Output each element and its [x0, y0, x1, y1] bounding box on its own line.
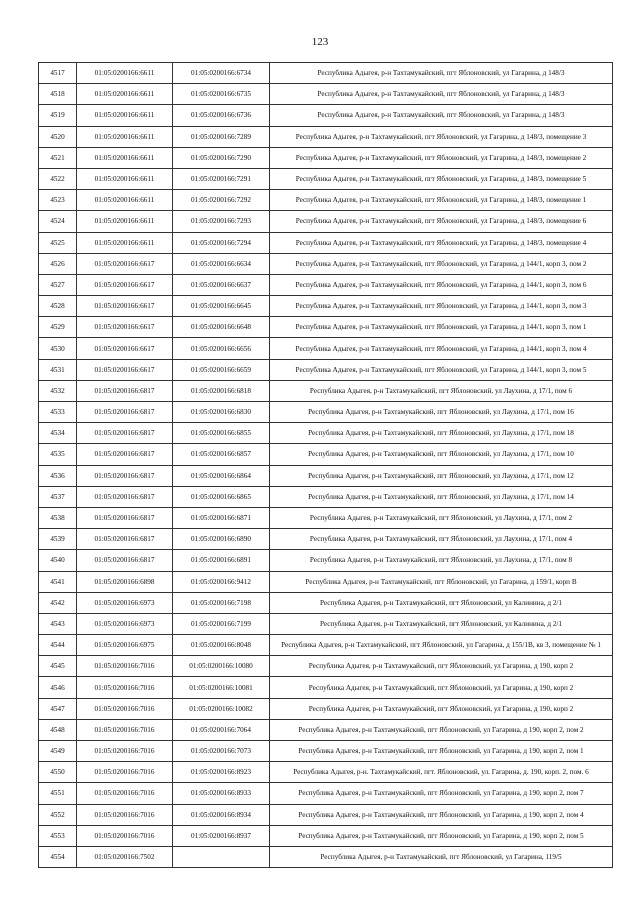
table-row: [39, 105, 613, 126]
address-cell: Республика Адыгея, р-н Тахтамукайский, пгт Яблоновский, ул Калинина, д 2/1: [270, 613, 613, 634]
row-number-cell: 4550: [39, 762, 77, 783]
parent-cadastral-cell: 01:05:0200166:7016: [77, 804, 173, 825]
parent-cadastral-cell: 01:05:0200166:6617: [77, 253, 173, 274]
table-row: [39, 63, 613, 84]
cadastral-number-cell: 01:05:0200166:7291: [173, 168, 270, 189]
table-row: [39, 465, 613, 486]
row-number-cell: 4552: [39, 804, 77, 825]
row-number-cell: 4532: [39, 380, 77, 401]
table-row: [39, 846, 613, 867]
address-cell: Республика Адыгея, р-н. Тахтамукайский, пгт. Яблоновский, ул. Гагарина, д. 190, корп. 2, пом. 6: [270, 762, 613, 783]
cadastral-number-cell: 01:05:0200166:7073: [173, 741, 270, 762]
address-cell: Республика Адыгея, р-н Тахтамукайский, пгт Яблоновский, ул Лаухина, д 17/1, пом 10: [270, 444, 613, 465]
table-row: [39, 338, 613, 359]
row-number-cell: 4526: [39, 253, 77, 274]
address-cell: Республика Адыгея, р-н Тахтамукайский, пгт Яблоновский, ул Гагарина, д 148/3, помещение 5: [270, 168, 613, 189]
parent-cadastral-cell: 01:05:0200166:7016: [77, 825, 173, 846]
row-number-cell: 4534: [39, 423, 77, 444]
parent-cadastral-cell: 01:05:0200166:7016: [77, 762, 173, 783]
table-row: [39, 232, 613, 253]
cadastral-number-cell: 01:05:0200166:6864: [173, 465, 270, 486]
row-number-cell: 4537: [39, 486, 77, 507]
address-cell: Республика Адыгея, р-н Тахтамукайский, пгт Яблоновский, ул Гагарина, д 190, корп 2, пом 2: [270, 719, 613, 740]
parent-cadastral-cell: 01:05:0200166:6817: [77, 486, 173, 507]
address-cell: Республика Адыгея, р-н Тахтамукайский, пгт Яблоновский, ул Гагарина, д 148/3, помещение 6: [270, 211, 613, 232]
cadastral-number-cell: 01:05:0200166:8933: [173, 783, 270, 804]
address-cell: Республика Адыгея, р-н Тахтамукайский, пгт Яблоновский, ул Гагарина, д 190, корп 2, пом 4: [270, 804, 613, 825]
cadastral-number-cell: 01:05:0200166:6637: [173, 274, 270, 295]
address-cell: Республика Адыгея, р-н Тахтамукайский, пгт Яблоновский, ул Гагарина, д 155/1В, кв 3, помещение № 1: [270, 635, 613, 656]
cadastral-number-cell: 01:05:0200166:6890: [173, 529, 270, 550]
parent-cadastral-cell: 01:05:0200166:6617: [77, 359, 173, 380]
cadastral-number-cell: 01:05:0200166:7294: [173, 232, 270, 253]
parent-cadastral-cell: 01:05:0200166:7016: [77, 741, 173, 762]
address-cell: Республика Адыгея, р-н Тахтамукайский, пгт Яблоновский, ул Лаухина, д 17/1, пом 18: [270, 423, 613, 444]
row-number-cell: 4542: [39, 592, 77, 613]
parent-cadastral-cell: 01:05:0200166:6975: [77, 635, 173, 656]
table-row: [39, 147, 613, 168]
address-cell: Республика Адыгея, р-н Тахтамукайский, пгт Яблоновский, ул Гагарина, д 148/3, помещение 2: [270, 147, 613, 168]
address-cell: Республика Адыгея, р-н Тахтамукайский, пгт Яблоновский, ул Гагарина, д 144/1, корп 3, пом 1: [270, 317, 613, 338]
cadastral-number-cell: 01:05:0200166:7290: [173, 147, 270, 168]
table-row: [39, 719, 613, 740]
row-number-cell: 4530: [39, 338, 77, 359]
address-cell: Республика Адыгея, р-н Тахтамукайский, пгт Яблоновский, ул Гагарина, д 148/3, помещение 1: [270, 190, 613, 211]
address-cell: Республика Адыгея, р-н Тахтамукайский, пгт Яблоновский, ул Гагарина, д 190, корп 2, пом 5: [270, 825, 613, 846]
row-number-cell: 4535: [39, 444, 77, 465]
address-cell: Республика Адыгея, р-н Тахтамукайский, пгт Яблоновский, ул Гагарина, д 144/1, корп 3, пом 6: [270, 274, 613, 295]
table-row: [39, 296, 613, 317]
parent-cadastral-cell: 01:05:0200166:6611: [77, 84, 173, 105]
parent-cadastral-cell: 01:05:0200166:6611: [77, 190, 173, 211]
row-number-cell: 4544: [39, 635, 77, 656]
cadastral-table: [38, 62, 613, 868]
table-row: [39, 656, 613, 677]
address-cell: Республика Адыгея, р-н Тахтамукайский, пгт Яблоновский, ул Лаухина, д 17/1, пом 12: [270, 465, 613, 486]
address-cell: Республика Адыгея, р-н Тахтамукайский, пгт Яблоновский, ул Гагарина, д 190, корп 2: [270, 656, 613, 677]
address-cell: Республика Адыгея, р-н Тахтамукайский, пгт Яблоновский, ул Лаухина, д 17/1, пом 4: [270, 529, 613, 550]
table-row: [39, 825, 613, 846]
cadastral-number-cell: 01:05:0200166:7199: [173, 613, 270, 634]
parent-cadastral-cell: 01:05:0200166:6817: [77, 465, 173, 486]
cadastral-number-cell: 01:05:0200166:10081: [173, 677, 270, 698]
parent-cadastral-cell: 01:05:0200166:6817: [77, 423, 173, 444]
row-number-cell: 4520: [39, 126, 77, 147]
parent-cadastral-cell: 01:05:0200166:6817: [77, 550, 173, 571]
row-number-cell: 4541: [39, 571, 77, 592]
parent-cadastral-cell: 01:05:0200166:6617: [77, 317, 173, 338]
row-number-cell: 4521: [39, 147, 77, 168]
cadastral-number-cell: 01:05:0200166:7293: [173, 211, 270, 232]
parent-cadastral-cell: 01:05:0200166:7502: [77, 846, 173, 867]
parent-cadastral-cell: 01:05:0200166:6898: [77, 571, 173, 592]
cadastral-number-cell: 01:05:0200166:6645: [173, 296, 270, 317]
cadastral-number-cell: 01:05:0200166:8923: [173, 762, 270, 783]
table-row: [39, 804, 613, 825]
parent-cadastral-cell: 01:05:0200166:6817: [77, 507, 173, 528]
table-row: [39, 613, 613, 634]
row-number-cell: 4528: [39, 296, 77, 317]
row-number-cell: 4529: [39, 317, 77, 338]
address-cell: Республика Адыгея, р-н Тахтамукайский, пгт Яблоновский, ул Гагарина, д 190, корп 2, пом 1: [270, 741, 613, 762]
row-number-cell: 4523: [39, 190, 77, 211]
table-row: [39, 126, 613, 147]
row-number-cell: 4538: [39, 507, 77, 528]
row-number-cell: 4522: [39, 168, 77, 189]
cadastral-number-cell: 01:05:0200166:6891: [173, 550, 270, 571]
address-cell: Республика Адыгея, р-н Тахтамукайский, пгт Яблоновский, ул Калинина, д 2/1: [270, 592, 613, 613]
row-number-cell: 4551: [39, 783, 77, 804]
address-cell: Республика Адыгея, р-н Тахтамукайский, пгт Яблоновский, ул Гагарина, д 190, корп 2, пом 7: [270, 783, 613, 804]
table-row: [39, 762, 613, 783]
cadastral-number-cell: 01:05:0200166:6830: [173, 402, 270, 423]
row-number-cell: 4527: [39, 274, 77, 295]
parent-cadastral-cell: 01:05:0200166:6617: [77, 338, 173, 359]
address-cell: Республика Адыгея, р-н Тахтамукайский, пгт Яблоновский, ул Гагарина, д 144/1, корп 3, пом 4: [270, 338, 613, 359]
table-row: [39, 423, 613, 444]
parent-cadastral-cell: 01:05:0200166:6611: [77, 168, 173, 189]
address-cell: Республика Адыгея, р-н Тахтамукайский, пгт Яблоновский, ул Гагарина, д 148/3, помещение 3: [270, 126, 613, 147]
cadastral-number-cell: 01:05:0200166:7064: [173, 719, 270, 740]
parent-cadastral-cell: 01:05:0200166:6817: [77, 380, 173, 401]
parent-cadastral-cell: 01:05:0200166:6617: [77, 274, 173, 295]
parent-cadastral-cell: 01:05:0200166:6611: [77, 211, 173, 232]
table-row: [39, 550, 613, 571]
table-row: [39, 84, 613, 105]
cadastral-number-cell: 01:05:0200166:7198: [173, 592, 270, 613]
row-number-cell: 4540: [39, 550, 77, 571]
row-number-cell: 4536: [39, 465, 77, 486]
table-row: [39, 698, 613, 719]
table-row: [39, 592, 613, 613]
table-row: [39, 168, 613, 189]
parent-cadastral-cell: 01:05:0200166:7016: [77, 698, 173, 719]
table-row: [39, 402, 613, 423]
table-row: [39, 253, 613, 274]
address-cell: Республика Адыгея, р-н Тахтамукайский, пгт Яблоновский, ул Гагарина, 119/5: [270, 846, 613, 867]
parent-cadastral-cell: 01:05:0200166:7016: [77, 677, 173, 698]
row-number-cell: 4524: [39, 211, 77, 232]
address-cell: Республика Адыгея, р-н Тахтамукайский, пгт Яблоновский, ул Лаухина, д 17/1, пом 2: [270, 507, 613, 528]
cadastral-number-cell: 01:05:0200166:6865: [173, 486, 270, 507]
address-cell: Республика Адыгея, р-н Тахтамукайский, пгт Яблоновский, ул Гагарина, д 159/1, корп В: [270, 571, 613, 592]
cadastral-number-cell: 01:05:0200166:6659: [173, 359, 270, 380]
cadastral-number-cell: 01:05:0200166:10082: [173, 698, 270, 719]
row-number-cell: 4531: [39, 359, 77, 380]
parent-cadastral-cell: 01:05:0200166:6817: [77, 444, 173, 465]
cadastral-number-cell: 01:05:0200166:8937: [173, 825, 270, 846]
parent-cadastral-cell: 01:05:0200166:6817: [77, 402, 173, 423]
address-cell: Республика Адыгея, р-н Тахтамукайский, пгт Яблоновский, ул Гагарина, д 148/3: [270, 63, 613, 84]
row-number-cell: 4545: [39, 656, 77, 677]
row-number-cell: 4539: [39, 529, 77, 550]
table-row: [39, 444, 613, 465]
address-cell: Республика Адыгея, р-н Тахтамукайский, пгт Яблоновский, ул Лаухина, д 17/1, пом 8: [270, 550, 613, 571]
row-number-cell: 4543: [39, 613, 77, 634]
cadastral-number-cell: 01:05:0200166:6656: [173, 338, 270, 359]
address-cell: Республика Адыгея, р-н Тахтамукайский, пгт Яблоновский, ул Гагарина, д 148/3: [270, 105, 613, 126]
cadastral-number-cell: 01:05:0200166:6857: [173, 444, 270, 465]
row-number-cell: 4554: [39, 846, 77, 867]
cadastral-number-cell: 01:05:0200166:6855: [173, 423, 270, 444]
table-row: [39, 317, 613, 338]
table-row: [39, 529, 613, 550]
table-row: [39, 211, 613, 232]
parent-cadastral-cell: 01:05:0200166:6973: [77, 613, 173, 634]
address-cell: Республика Адыгея, р-н Тахтамукайский, пгт Яблоновский, ул Гагарина, д 190, корп 2: [270, 698, 613, 719]
address-cell: Республика Адыгея, р-н Тахтамукайский, пгт Яблоновский, ул Гагарина, д 148/3, помещение 4: [270, 232, 613, 253]
cadastral-number-cell: 01:05:0200166:8934: [173, 804, 270, 825]
table-row: [39, 741, 613, 762]
cadastral-number-cell: 01:05:0200166:6634: [173, 253, 270, 274]
row-number-cell: 4525: [39, 232, 77, 253]
cadastral-number-cell: 01:05:0200166:10080: [173, 656, 270, 677]
table-row: [39, 190, 613, 211]
row-number-cell: 4517: [39, 63, 77, 84]
cadastral-number-cell: 01:05:0200166:6648: [173, 317, 270, 338]
address-cell: Республика Адыгея, р-н Тахтамукайский, пгт Яблоновский, ул Гагарина, д 190, корп 2: [270, 677, 613, 698]
address-cell: Республика Адыгея, р-н Тахтамукайский, пгт Яблоновский, ул Гагарина, д 148/3: [270, 84, 613, 105]
cadastral-number-cell: 01:05:0200166:6871: [173, 507, 270, 528]
table-row: [39, 783, 613, 804]
parent-cadastral-cell: 01:05:0200166:7016: [77, 656, 173, 677]
cadastral-number-cell: 01:05:0200166:7289: [173, 126, 270, 147]
row-number-cell: 4547: [39, 698, 77, 719]
table-row: [39, 359, 613, 380]
parent-cadastral-cell: 01:05:0200166:7016: [77, 783, 173, 804]
parent-cadastral-cell: 01:05:0200166:7016: [77, 719, 173, 740]
parent-cadastral-cell: 01:05:0200166:6611: [77, 126, 173, 147]
address-cell: Республика Адыгея, р-н Тахтамукайский, пгт Яблоновский, ул Лаухина, д 17/1, пом 14: [270, 486, 613, 507]
cadastral-number-cell: 01:05:0200166:7292: [173, 190, 270, 211]
row-number-cell: 4533: [39, 402, 77, 423]
cadastral-number-cell: 01:05:0200166:6818: [173, 380, 270, 401]
cadastral-number-cell: 01:05:0200166:6734: [173, 63, 270, 84]
parent-cadastral-cell: 01:05:0200166:6611: [77, 147, 173, 168]
table-row: [39, 635, 613, 656]
address-cell: Республика Адыгея, р-н Тахтамукайский, пгт Яблоновский, ул Лаухина, д 17/1, пом 6: [270, 380, 613, 401]
table-body: [39, 63, 613, 868]
cadastral-number-cell: 01:05:0200166:9412: [173, 571, 270, 592]
address-cell: Республика Адыгея, р-н Тахтамукайский, пгт Яблоновский, ул Гагарина, д 144/1, корп 3, пом 5: [270, 359, 613, 380]
address-cell: Республика Адыгея, р-н Тахтамукайский, пгт Яблоновский, ул Лаухина, д 17/1, пом 16: [270, 402, 613, 423]
row-number-cell: 4549: [39, 741, 77, 762]
parent-cadastral-cell: 01:05:0200166:6611: [77, 63, 173, 84]
row-number-cell: 4548: [39, 719, 77, 740]
row-number-cell: 4519: [39, 105, 77, 126]
table-row: [39, 507, 613, 528]
cadastral-number-cell: [173, 846, 270, 867]
parent-cadastral-cell: 01:05:0200166:6617: [77, 296, 173, 317]
table-row: [39, 274, 613, 295]
cadastral-number-cell: 01:05:0200166:6735: [173, 84, 270, 105]
page-number: 123: [311, 36, 329, 48]
parent-cadastral-cell: 01:05:0200166:6611: [77, 105, 173, 126]
parent-cadastral-cell: 01:05:0200166:6611: [77, 232, 173, 253]
cadastral-number-cell: 01:05:0200166:6736: [173, 105, 270, 126]
row-number-cell: 4518: [39, 84, 77, 105]
cadastral-number-cell: 01:05:0200166:8048: [173, 635, 270, 656]
parent-cadastral-cell: 01:05:0200166:6817: [77, 529, 173, 550]
address-cell: Республика Адыгея, р-н Тахтамукайский, пгт Яблоновский, ул Гагарина, д 144/1, корп 3, пом 3: [270, 296, 613, 317]
table-row: [39, 486, 613, 507]
parent-cadastral-cell: 01:05:0200166:6973: [77, 592, 173, 613]
table-row: [39, 677, 613, 698]
table-row: [39, 571, 613, 592]
address-cell: Республика Адыгея, р-н Тахтамукайский, пгт Яблоновский, ул Гагарина, д 144/1, корп 3, пом 2: [270, 253, 613, 274]
table-row: [39, 380, 613, 401]
row-number-cell: 4553: [39, 825, 77, 846]
row-number-cell: 4546: [39, 677, 77, 698]
